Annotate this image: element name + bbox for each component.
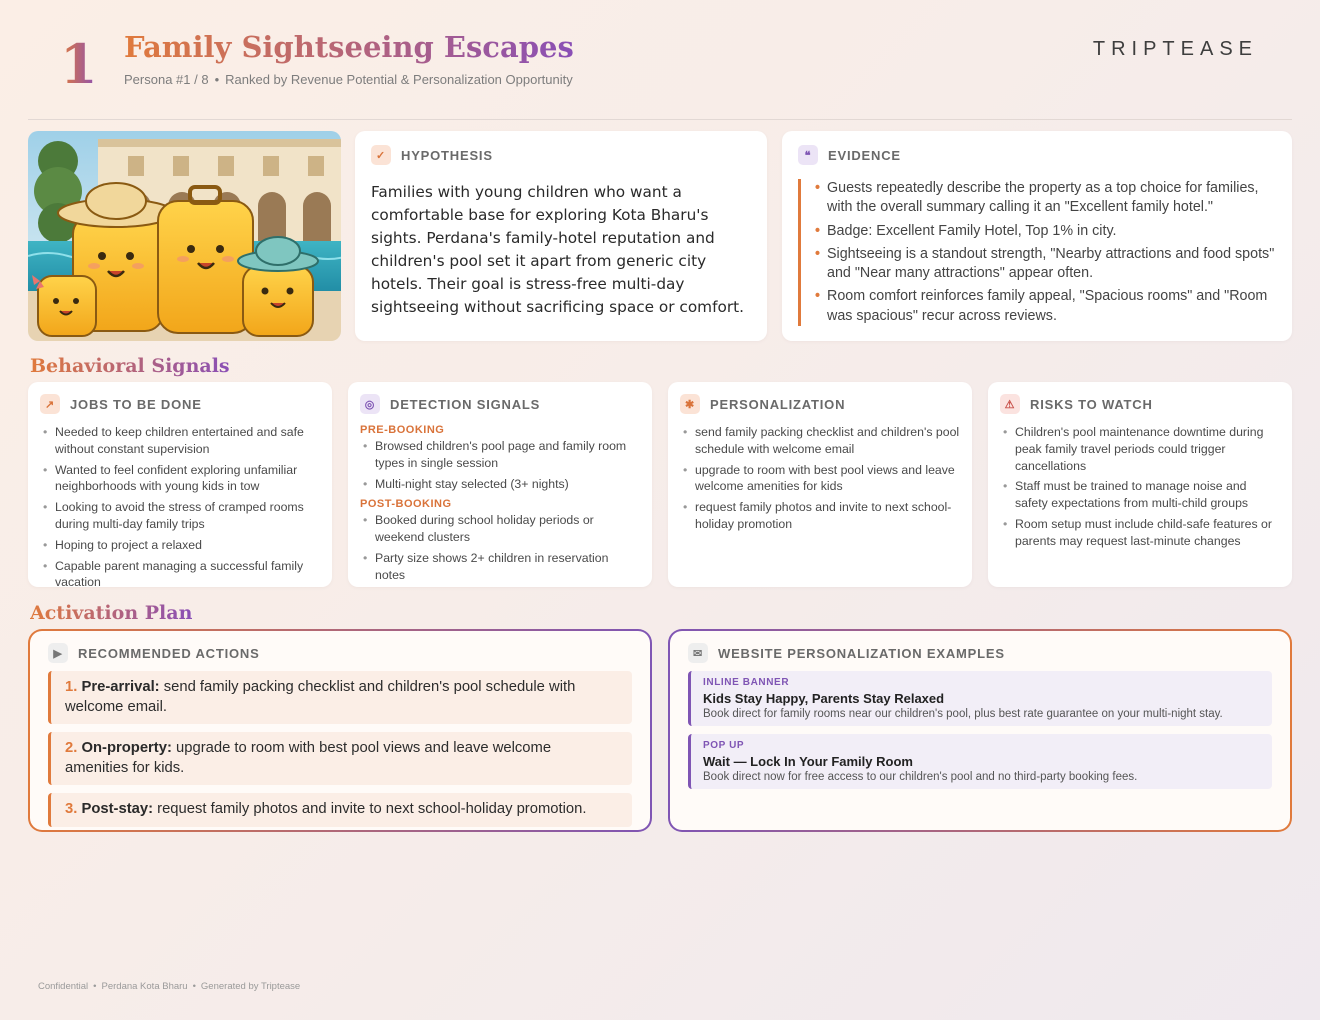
list-item: • request family photos and invite to next school-holiday promotion [680, 499, 960, 533]
persona-count: Persona #1 / 8 [124, 72, 209, 87]
evidence-header [798, 145, 1276, 165]
popup-example [688, 734, 1272, 789]
list-item: • Booked during school holiday periods or weekend clusters [360, 512, 640, 546]
detection-header [360, 394, 640, 414]
quote-icon: ❝ [798, 145, 818, 165]
list-item: • Looking to avoid the stress of cramped rooms during multi-day family trips [40, 499, 320, 533]
personalization-header [680, 394, 960, 414]
list-item: • Capable parent managing a successful family vacation [40, 558, 320, 592]
list-item: • Staff must be trained to manage noise and safety expectations from multi-child groups [1000, 478, 1280, 512]
evidence-card [782, 131, 1292, 341]
evidence-item: • Badge: Excellent Family Hotel, Top 1% in city. [815, 222, 1276, 241]
list-item: • Party size shows 2+ children in reservation notes [360, 550, 640, 584]
list-item: • Multi-night stay selected (3+ nights) [360, 476, 640, 493]
risks-card [988, 382, 1292, 587]
example-headline: Wait — Lock In Your Family Room [703, 754, 913, 769]
action-text: send family packing checklist and children's pool schedule with welcome email. [65, 679, 576, 715]
list-item: • Children's pool maintenance downtime during peak family travel periods could trigger cancellations [1000, 424, 1280, 474]
page-subtitle: Persona #1 / 8 • Ranked by Revenue Potential & Personalization Opportunity [124, 72, 573, 87]
example-body: Book direct for family rooms near our children's pool, plus best rate guarantee on your multi-night stay. [703, 708, 1223, 720]
action-lead: Pre-arrival: [81, 679, 160, 695]
mail-icon: ✉ [688, 643, 708, 663]
action-text: upgrade to room with best pool views and leave welcome amenities for kids. [65, 740, 552, 776]
action-lead: Post-stay: [81, 801, 154, 817]
website-header [688, 643, 1272, 663]
actions-header [48, 643, 632, 663]
risks-header [1000, 394, 1280, 414]
example-body: Book direct now for free access to our children's pool and no third-party booking fees. [703, 771, 1138, 783]
footer-confidential: Confidential [38, 981, 89, 992]
warning-icon: ⚠ [1000, 394, 1020, 414]
list-item: • Browsed children's pool page and family room types in single session [360, 438, 640, 472]
personalization-label: PERSONALIZATION [710, 396, 846, 412]
risks-label: RISKS TO WATCH [1030, 396, 1153, 412]
personalization-card [668, 382, 972, 587]
action-number: 3. [65, 801, 78, 817]
page-title: Family Sightseeing Escapes [124, 30, 574, 64]
jobs-label: JOBS TO BE DONE [70, 396, 202, 412]
page-header [28, 28, 1292, 120]
example-kind: POP UP [703, 740, 745, 751]
action-number: 1. [65, 679, 78, 695]
example-kind: INLINE BANNER [703, 677, 790, 688]
personalization-list [680, 424, 960, 533]
evidence-item: • Guests repeatedly describe the property as a top choice for families, with the overall summary calling it an "Excellent family hotel." [815, 179, 1276, 218]
evidence-label: EVIDENCE [828, 147, 901, 163]
action-lead: On-property: [81, 740, 172, 756]
post-booking-list [360, 512, 640, 583]
check-icon: ✓ [371, 145, 391, 165]
hypothesis-label: HYPOTHESIS [401, 147, 493, 163]
behavioral-signals-heading: Behavioral Signals [30, 355, 230, 377]
evidence-list [798, 179, 1276, 326]
post-booking-label: POST-BOOKING [360, 498, 452, 511]
pre-booking-list [360, 438, 640, 492]
jobs-card [28, 382, 332, 590]
example-headline: Kids Stay Happy, Parents Stay Relaxed [703, 691, 945, 706]
evidence-item: • Sightseeing is a standout strength, "Nearby attractions and food spots" and "Near many attractions" appear often. [815, 245, 1276, 284]
recommended-actions-card [28, 629, 652, 832]
pre-booking-label: PRE-BOOKING [360, 424, 445, 436]
action-number: 2. [65, 740, 78, 756]
jobs-header [40, 394, 320, 414]
play-icon: ▶ [48, 643, 68, 663]
arrow-up-right-icon: ↗ [40, 394, 60, 414]
persona-illustration [28, 131, 341, 341]
jobs-list [40, 424, 320, 591]
risks-list [1000, 424, 1280, 550]
evidence-item: • Room comfort reinforces family appeal, "Spacious rooms" and "Room was spacious" recur across reviews. [815, 287, 1276, 326]
brand-logo: TRIPTEASE [1092, 38, 1258, 60]
family-luggage-illustration [28, 131, 341, 341]
list-item: • Needed to keep children entertained and safe without constant supervision [40, 424, 320, 458]
action-text: request family photos and invite to next school-holiday promotion. [157, 801, 587, 817]
list-item: • Room setup must include child-safe features or parents may request last-minute changes [1000, 516, 1280, 550]
hypothesis-text: Families with young children who want a comfortable base for exploring Kota Bharu's sights. Perdana's family-hotel reputation and children's pool set it apart from generic city hotels. Their goal is stress-free multi-day sightseeing without sacrificing space or comfort. [371, 183, 744, 316]
inline-banner-example [688, 671, 1272, 726]
website-label: WEBSITE PERSONALIZATION EXAMPLES [718, 645, 1005, 661]
hypothesis-header [371, 145, 751, 165]
sparkle-icon: ✱ [680, 394, 700, 414]
list-item: • send family packing checklist and children's pool schedule with welcome email [680, 424, 960, 458]
detection-label: DETECTION SIGNALS [390, 396, 541, 412]
target-icon: ◎ [360, 394, 380, 414]
page-footer: Confidential • Perdana Kota Bharu • Generated by Triptease [38, 981, 301, 992]
list-item: • Hoping to project a relaxed [40, 537, 320, 554]
action-item [48, 793, 632, 827]
action-item [48, 732, 632, 785]
detection-card [348, 382, 652, 587]
persona-rank: 1 [60, 32, 98, 96]
ranking-note: Ranked by Revenue Potential & Personalization Opportunity [225, 72, 573, 87]
activation-plan-heading: Activation Plan [30, 602, 193, 624]
actions-label: RECOMMENDED ACTIONS [78, 645, 260, 661]
action-item [48, 671, 632, 724]
list-item: • Wanted to feel confident exploring unfamiliar neighborhoods with young kids in tow [40, 462, 320, 496]
hypothesis-card [355, 131, 767, 341]
footer-generated: Generated by Triptease [200, 981, 301, 992]
website-examples-card [668, 629, 1292, 832]
footer-hotel: Perdana Kota Bharu [101, 981, 188, 992]
list-item: • upgrade to room with best pool views and leave welcome amenities for kids [680, 462, 960, 496]
